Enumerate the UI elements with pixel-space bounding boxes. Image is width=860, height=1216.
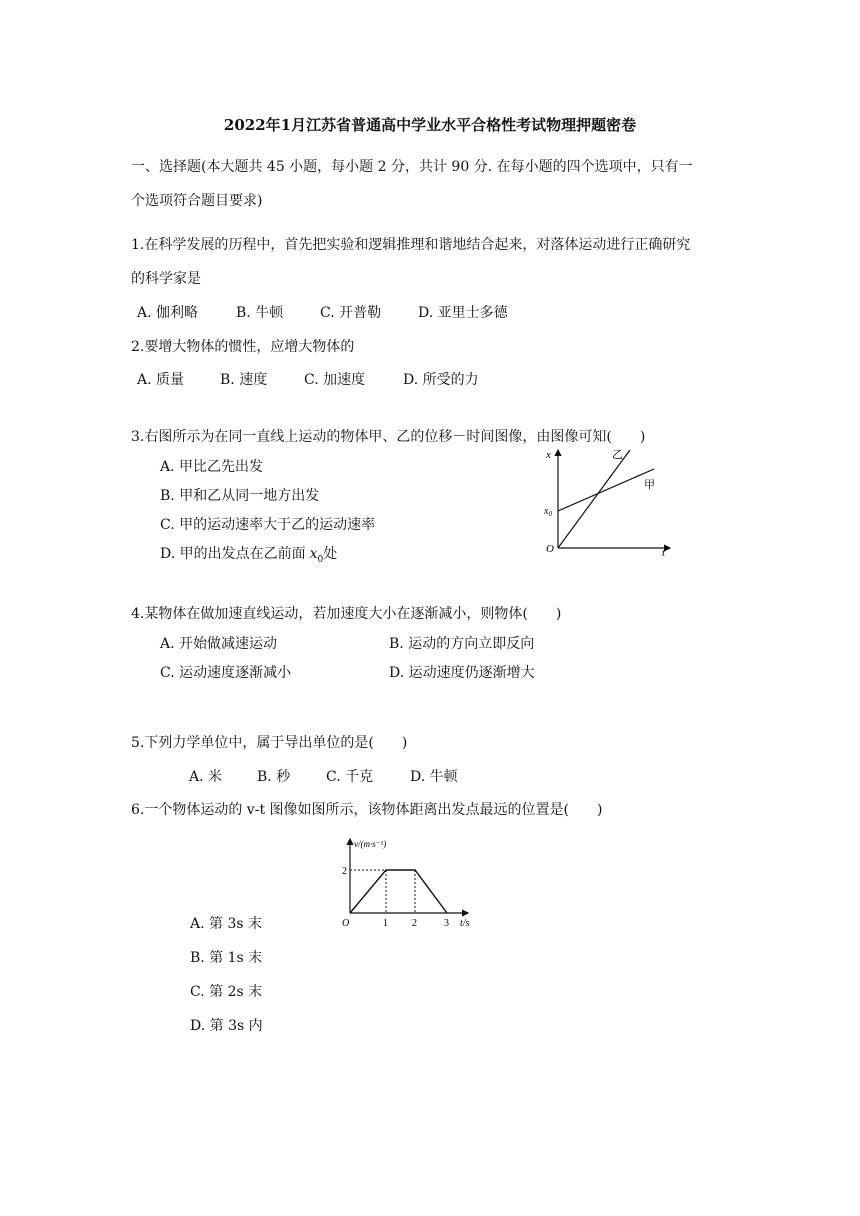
q5-option-c[interactable]: C. 千克: [326, 769, 374, 785]
q1-stem-line1: 1.在科学发展的历程中，首先把实验和逻辑推理和谐地结合起来，对落体运动进行正确研究: [131, 237, 691, 253]
q3-x0-label: $x_0$: [544, 506, 552, 518]
q5-stem: 5.下列力学单位中，属于导出单位的是( ): [131, 735, 408, 751]
q4-option-b[interactable]: B. 运动的方向立即反向: [389, 636, 535, 652]
q2-option-b[interactable]: B. 速度: [220, 372, 268, 388]
q6-origin-label: O: [342, 918, 350, 929]
q3-option-a[interactable]: A. 甲比乙先出发: [160, 459, 264, 475]
q6-option-c[interactable]: C. 第 2s 末: [190, 984, 263, 1000]
q1-option-a[interactable]: A. 伽利略: [137, 305, 199, 321]
q6-x-tick-1: 1: [383, 918, 388, 929]
q5-option-a[interactable]: A. 米: [189, 769, 223, 785]
q1-option-d[interactable]: D. 亚里士多德: [418, 305, 508, 321]
q2-option-d[interactable]: D. 所受的力: [403, 372, 479, 388]
q6-x-tick-2: 2: [412, 918, 417, 929]
q3-y-axis-label: x: [546, 449, 551, 461]
q6-option-d[interactable]: D. 第 3s 内: [190, 1018, 263, 1034]
q5-option-b[interactable]: B. 秒: [257, 769, 291, 785]
q3-option-d-var: x: [309, 546, 318, 562]
q6-vt-graph: [330, 835, 480, 930]
q2-stem: 2.要增大物体的惯性，应增大物体的: [131, 339, 355, 355]
q5-option-d[interactable]: D. 牛顿: [410, 769, 458, 785]
q6-y-tick-2: 2: [342, 866, 347, 877]
q3-option-b[interactable]: B. 甲和乙从同一地方出发: [160, 488, 320, 504]
q3-option-c[interactable]: C. 甲的运动速率大于乙的运动速率: [160, 517, 376, 533]
q4-option-c[interactable]: C. 运动速度逐渐减小: [160, 665, 292, 681]
q4-option-d[interactable]: D. 运动速度仍逐渐增大: [389, 665, 535, 681]
q3-stem: 3.右图所示为在同一直线上运动的物体甲、乙的位移－时间图像，由图像可知( ): [131, 429, 646, 445]
q6-vt-line: [350, 870, 447, 913]
q6-option-a[interactable]: A. 第 3s 末: [190, 916, 263, 932]
q3-label-yi: 乙: [612, 449, 623, 461]
q3-line-yi: [558, 450, 630, 548]
section-heading-line1: 一、选择题(本大题共 45 小题，每小题 2 分，共计 90 分. 在每小题的四个选项中，只有一: [131, 159, 693, 175]
q3-option-d-tail: 处: [323, 546, 338, 562]
q6-option-b[interactable]: B. 第 1s 末: [190, 950, 263, 966]
q3-xt-graph: [540, 444, 680, 560]
q2-option-c[interactable]: C. 加速度: [304, 372, 366, 388]
q3-option-d-text: D. 甲的出发点在乙前面: [160, 546, 306, 562]
q3-line-jia: [558, 469, 654, 511]
page-title: 2022年1月江苏省普通高中学业水平合格性考试物理押题密卷: [223, 116, 637, 134]
q3-origin-label: O: [546, 543, 554, 555]
q6-t-axis-label: t/s: [460, 918, 470, 929]
q6-stem: 6.一个物体运动的 v-t 图像如图所示，该物体距离出发点最远的位置是( ): [131, 802, 603, 818]
q1-option-b[interactable]: B. 牛顿: [236, 305, 284, 321]
q4-stem: 4.某物体在做加速直线运动，若加速度大小在逐渐减小，则物体( ): [131, 606, 562, 622]
q6-x-tick-3: 3: [444, 918, 449, 929]
q1-stem-line2: 的科学家是: [131, 271, 201, 287]
q2-option-a[interactable]: A. 质量: [137, 372, 185, 388]
q4-option-a[interactable]: A. 开始做减速运动: [160, 636, 278, 652]
q3-option-d[interactable]: [160, 547, 337, 565]
section-heading-line2: 个选项符合题目要求): [131, 193, 263, 209]
q3-label-jia: 甲: [644, 479, 655, 491]
q6-v-axis-label: v/(m·s⁻¹): [354, 839, 387, 849]
q3-option-d-sub: 0: [317, 554, 324, 565]
q3-x-axis-label: t: [662, 547, 666, 559]
q1-option-c[interactable]: C. 开普勒: [320, 305, 382, 321]
